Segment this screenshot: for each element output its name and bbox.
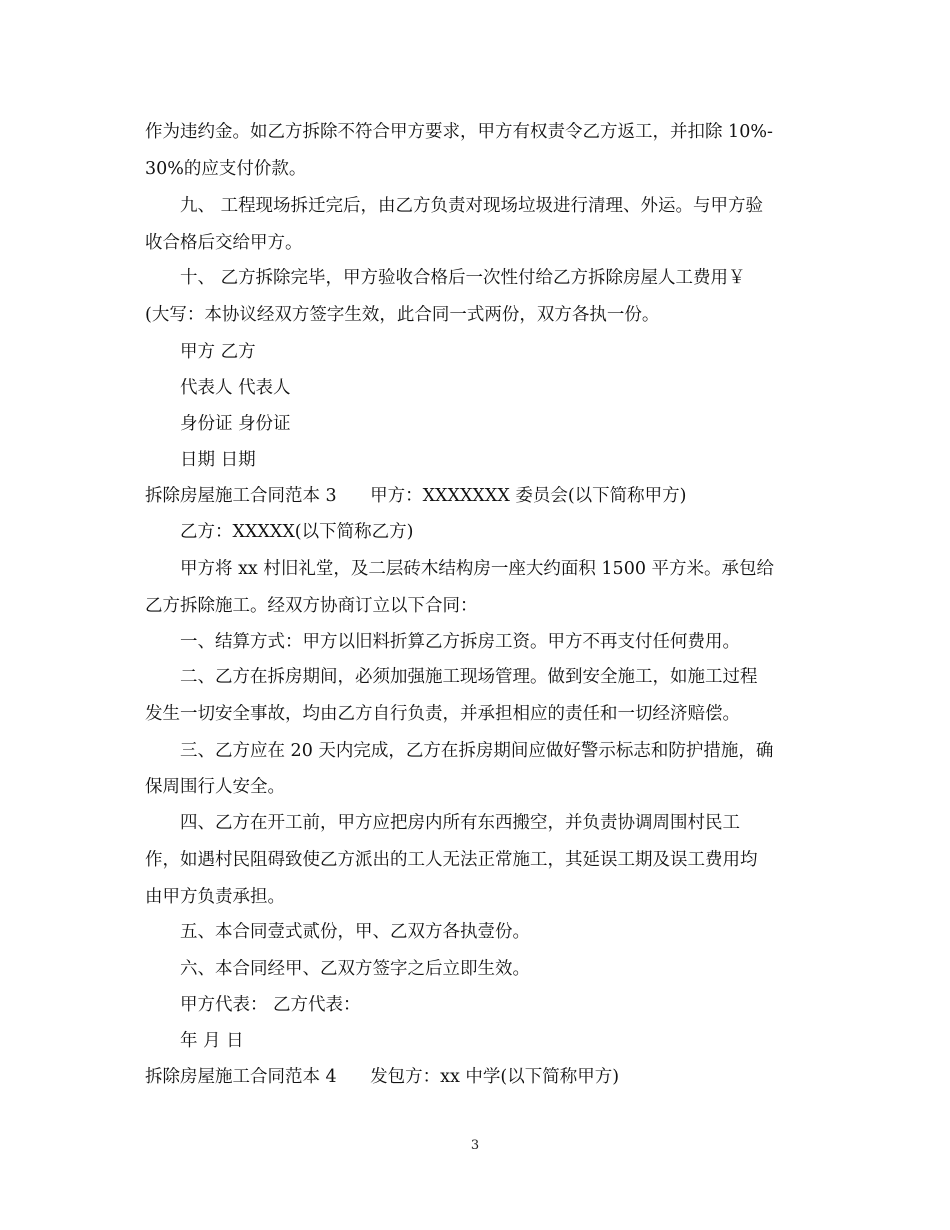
text-line: 发生一切安全事故，均由乙方自行负责，并承担相应的责任和一切经济赔偿。 <box>145 704 740 724</box>
clause-3-line: 三、乙方应在 20 天内完成，乙方在拆房期间应做好警示标志和防护措施，确 <box>180 741 774 761</box>
text-line: 30%的应支付价款。 <box>145 159 307 179</box>
clause-2-line: 二、乙方在拆房期间，必须加强施工现场管理。做到安全施工，如施工过程 <box>180 667 758 687</box>
clause-1-line: 一、结算方式：甲方以旧料折算乙方拆房工资。甲方不再支付任何费用。 <box>180 632 740 652</box>
text-line: 作，如遇村民阻碍致使乙方派出的工人无法正常施工，其延误工期及误工费用均 <box>145 850 758 870</box>
contract-4-heading: 拆除房屋施工合同范本 4 发包方：xx 中学(以下简称甲方) <box>145 1067 620 1087</box>
text-line: 收合格后交给甲方。 <box>145 233 303 253</box>
text-line: 乙方拆除施工。经双方协商订立以下合同： <box>145 596 478 616</box>
signature-id-line: 身份证 身份证 <box>180 414 291 434</box>
clause-10-line: 十、 乙方拆除完毕，甲方验收合格后一次性付给乙方拆除房屋人工费用￥ <box>180 268 746 288</box>
text-line: 保周围行人安全。 <box>145 777 285 797</box>
text-line: (大写：本协议经双方签字生效，此合同一式两份，双方各执一份。 <box>145 305 660 325</box>
text-line: 甲方将 xx 村旧礼堂，及二层砖木结构房一座大约面积 1500 平方米。承包给 <box>180 559 775 579</box>
clause-4-line: 四、乙方在开工前，甲方应把房内所有东西搬空，并负责协调周围村民工 <box>180 813 740 833</box>
contract-3-heading: 拆除房屋施工合同范本 3 甲方：XXXXXXX 委员会(以下简称甲方) <box>145 486 687 506</box>
clause-9-line: 九、 工程现场拆迁完后，由乙方负责对现场垃圾进行清理、外运。与甲方验 <box>180 196 764 216</box>
text-line: 由甲方负责承担。 <box>145 887 285 907</box>
page-number: 3 <box>470 1138 480 1153</box>
signature-representative-line: 代表人 代表人 <box>180 378 291 398</box>
clause-6-line: 六、本合同经甲、乙双方签字之后立即生效。 <box>180 959 530 979</box>
representatives-line: 甲方代表： 乙方代表： <box>180 995 361 1015</box>
clause-5-line: 五、本合同壹式贰份，甲、乙双方各执壹份。 <box>180 922 530 942</box>
text-line: 作为违约金。如乙方拆除不符合甲方要求，甲方有权责令乙方返工，并扣除 10%- <box>145 122 773 142</box>
signature-parties-line: 甲方 乙方 <box>180 342 256 362</box>
party-b-line: 乙方：XXXXX(以下简称乙方) <box>180 522 414 542</box>
date-line: 年 月 日 <box>180 1031 244 1051</box>
signature-date-line: 日期 日期 <box>180 450 256 470</box>
